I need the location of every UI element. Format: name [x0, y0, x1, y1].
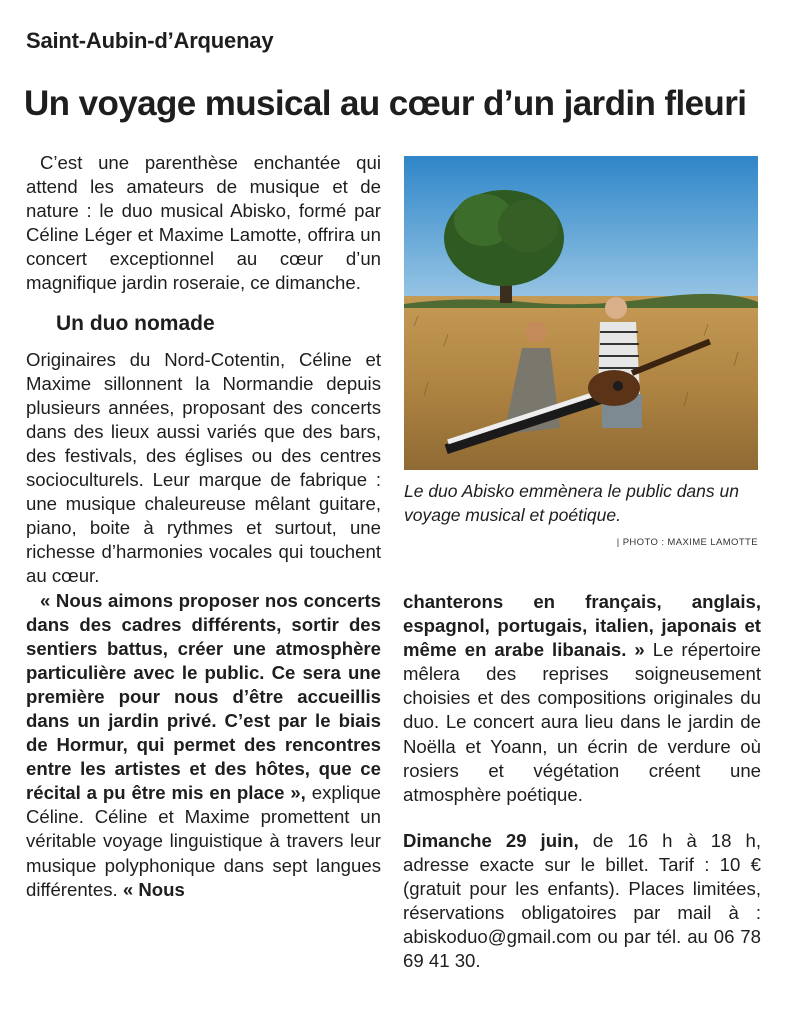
event-date: Dimanche 29 juin,	[403, 829, 579, 851]
body-paragraph-2	[26, 589, 381, 902]
photo-duo-wheat-field	[404, 156, 758, 470]
subheading: Un duo nomade	[56, 311, 215, 335]
body-paragraph-3	[403, 590, 761, 807]
right-column	[403, 590, 761, 973]
article-headline: Un voyage musical au cœur d’un jardin fleuri	[24, 84, 747, 123]
body-text-2: explique Céline. Céline et Maxime promettent un véritable voyage linguistique à travers leur musique polyphonique dans sept langues différentes.	[26, 782, 381, 900]
left-column	[26, 151, 381, 902]
quote-2-start: « Nous	[122, 878, 185, 900]
body-paragraph-1: Originaires du Nord-Cotentin, Céline et Maxime sillonnent la Normandie depuis plusieurs années, proposant des concerts dans des lieux aussi variés que des bars, des festivals, des églises ou des centres socioculturels. Leur marque de fabrique : une musique chaleureuse mêlant guitare, piano, boite à rythmes et surtout, une richesse d’harmonies vocales qui touchent au cœur.	[26, 348, 381, 587]
practical-info	[403, 829, 761, 974]
practical-details: de 16 h à 18 h, adresse exacte sur le billet. Tarif : 10 € (gratuit pour les enfants). Places limitées, réservations obligatoires par mail à : abiskoduo@gmail.com ou par tél. au 06 78 69 41 30.	[403, 829, 761, 972]
quote-1: « Nous aimons proposer nos concerts dans des cadres différents, sortir des sentiers battus, créer une atmosphère particulière avec le public. Ce sera une première pour nous d’être accueillis dans un jardin privé. C’est par le biais de Hormur, qui permet des rencontres entre les artistes et des hôtes, que ce récital a pu être mis en place »,	[26, 589, 381, 804]
intro-paragraph: C’est une parenthèse enchantée qui attend les amateurs de musique et de nature : le duo musical Abisko, formé par Céline Léger et Maxime Lamotte, offrira un concert exceptionnel au cœur d’un magnifique jardin roseraie, ce dimanche.	[26, 152, 381, 294]
quote-2-end: chanterons en français, anglais, espagnol, portugais, italien, japonais et même en arabe libanais. »	[403, 591, 761, 661]
article-photo	[404, 156, 758, 470]
location-kicker: Saint-Aubin-d’Arquenay	[26, 28, 274, 53]
photo-caption: Le duo Abisko emmènera le public dans un voyage musical et poétique.	[404, 481, 739, 525]
body-text-3: Le répertoire mêlera des reprises soigneusement choisies et des compositions originales du duo. Le concert aura lieu dans le jardin de Noëlla et Yoann, un écrin de verdure où rosiers et végétation créent une atmosphère poétique.	[403, 639, 761, 805]
photo-credit: | PHOTO : MAXIME LAMOTTE	[616, 537, 758, 548]
